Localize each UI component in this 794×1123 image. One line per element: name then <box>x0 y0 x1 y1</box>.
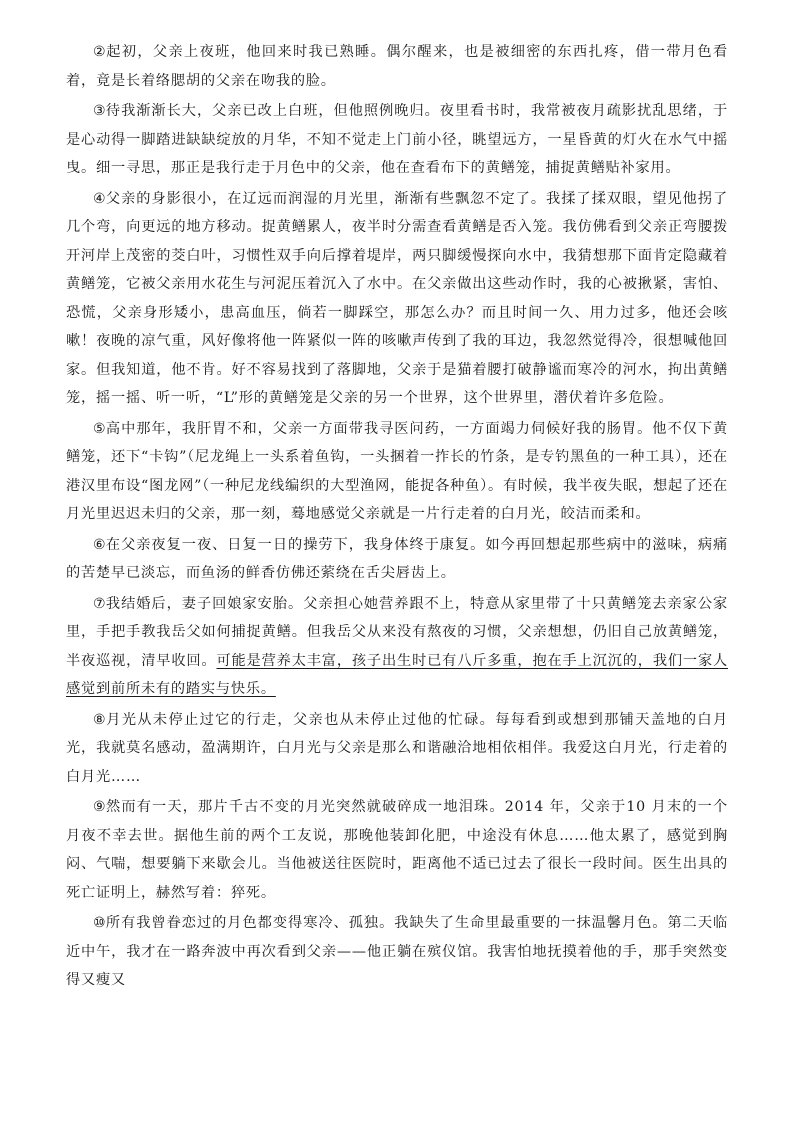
paragraph-number: ⑩ <box>92 915 106 931</box>
paragraph-text: 我结婚后，妻子回娘家安胎。父亲担心她营养跟不上，特意从家里带了十只黄鳝笼去亲家公家里，手把手教我岳父如何捕捉黄鳝。但我岳父从来没有熬夜的习惯，父亲想想，仍旧自己放黄鳝笼，半夜巡视，清早收回。 <box>66 595 728 669</box>
paragraph-text: 所有我曾眷恋过的月色都变得寒冷、孤独。我缺失了生命里最重要的一抹温馨月色。第二天临近中午，我才在一路奔波中再次看到父亲——他正躺在殡仪馆。我害怕地抚摸着他的手，那手突然变得又瘦又 <box>66 915 728 988</box>
paragraph-number: ⑨ <box>92 799 107 815</box>
paragraph-2 <box>66 38 728 95</box>
paragraph-10 <box>66 909 728 995</box>
paragraph-text: 高中那年，我肝胃不和，父亲一方面带我寻医问药，一方面竭力伺候好我的肠胃。他不仅下黄鳝笼，还下“卡钩”（尼龙绳上一头系着鱼钩，一头捆着一拃长的竹条，是专钓黑鱼的一种工具），还在港汉里布设“图龙网”（一种尼龙线编织的大型渔网，能捉各种鱼）。有时候，我半夜失眠，想起了还在月光里迟迟未归的父亲，那一刻，蓦地感觉父亲就是一片行走着的白月光，皎洁而柔和。 <box>66 420 728 522</box>
paragraph-text: 在父亲夜复一夜、日复一日的操劳下，我身体终于康复。如今再回想起那些病中的滋味，病痛的苦楚早已淡忘，而鱼汤的鲜香仿佛还萦绕在舌尖唇齿上。 <box>66 536 728 581</box>
paragraph-number: ④ <box>92 190 106 207</box>
paragraph-6 <box>66 531 728 588</box>
underlined-sentence: 可能是营养太丰富，孩子出生时已有八斤多重，抱在手上沉沉的，我们一家人感觉到前所未有的踏实与快乐。 <box>66 652 728 697</box>
paragraph-text: 月光从未停止过它的行走，父亲也从未停止过他的忙碌。每每看到或想到那铺天盖地的白月光，我就莫名感动，盈满期许，白月光与父亲是那么和谐融洽地相依相伴。我爱这白月光，行走着的白月光…… <box>66 711 728 785</box>
paragraph-number: ② <box>92 44 107 60</box>
paragraph-9 <box>66 793 728 907</box>
paragraph-text: 起初，父亲上夜班，他回来时我已熟睡。偶尔醒来，也是被细密的东西扎疼，借一带月色看着，竟是长着络腮胡的父亲在吻我的脸。 <box>66 44 728 89</box>
paragraph-text: 然而有一天，那片千古不变的月光突然就破碎成一地泪珠。2014 年，父亲于10 月末的一个月夜不幸去世。据他生前的两个工友说，那晚他装卸化肥，中途没有休息……他太累了，感觉到胸闷、气喘，想要躺下来歇会儿。当他被送往医院时，距离他不适已过去了很长一段时间。医生出具的死亡证明上，赫然写着：猝死。 <box>66 799 728 901</box>
paragraph-text: 待我渐渐长大，父亲已改上白班，但他照例晚归。夜里看书时，我常被夜月疏影扰乱思绪，于是心动得一脚踏进缺缺绽放的月华，不知不觉走上门前小径，眺望远方，一星昏黄的灯火在水气中摇曳。细一寻思，那正是我行走于月色中的父亲，他在查看布下的黄鳝笼，捕捉黄鳝贴补家用。 <box>66 103 728 176</box>
paragraph-number: ③ <box>92 103 106 119</box>
paragraph-number: ⑤ <box>92 420 106 437</box>
paragraph-7 <box>66 590 728 704</box>
paragraph-number: ⑦ <box>92 595 106 612</box>
document-page <box>66 38 728 997</box>
paragraph-text: 父亲的身影很小，在辽远而润湿的月光里，渐渐有些飘忽不定了。我揉了揉双眼，望见他拐了几个弯，向更远的地方移动。捉黄鳝累人，夜半时分需查看黄鳝是否入笼。我仿佛看到父亲正弯腰拨开河岸上茂密的茭白叶，习惯性双手向后撑着堤岸，两只脚缓慢探向水中，我猜想那下面肯定隐藏着黄鳝笼，它被父亲用水花生与河泥压着沉入了水中。在父亲做出这些动作时，我的心被揪紧，害怕、恐慌，父亲身形矮小，患高血压，倘若一脚踩空，那怎么办？而且时间一久、用力过多，他还会咳嗽！夜晚的凉气重，风好像将他一阵紧似一阵的咳嗽声传到了我的耳边，我忽然觉得冷，很想喊他回家。但我知道，他不肯。好不容易找到了落脚地，父亲于是猫着腰打破静谧而寒冷的河水，拘出黄鳝笼，摇一摇、听一听，“L”形的黄鳝笼是父亲的另一个世界，这个世界里，潜伏着许多危险。 <box>66 190 728 406</box>
paragraph-3 <box>66 97 728 183</box>
paragraph-number: ⑥ <box>92 536 106 553</box>
paragraph-number: ⑧ <box>92 711 107 728</box>
paragraph-8 <box>66 706 728 792</box>
paragraph-5 <box>66 415 728 529</box>
paragraph-4 <box>66 185 728 413</box>
